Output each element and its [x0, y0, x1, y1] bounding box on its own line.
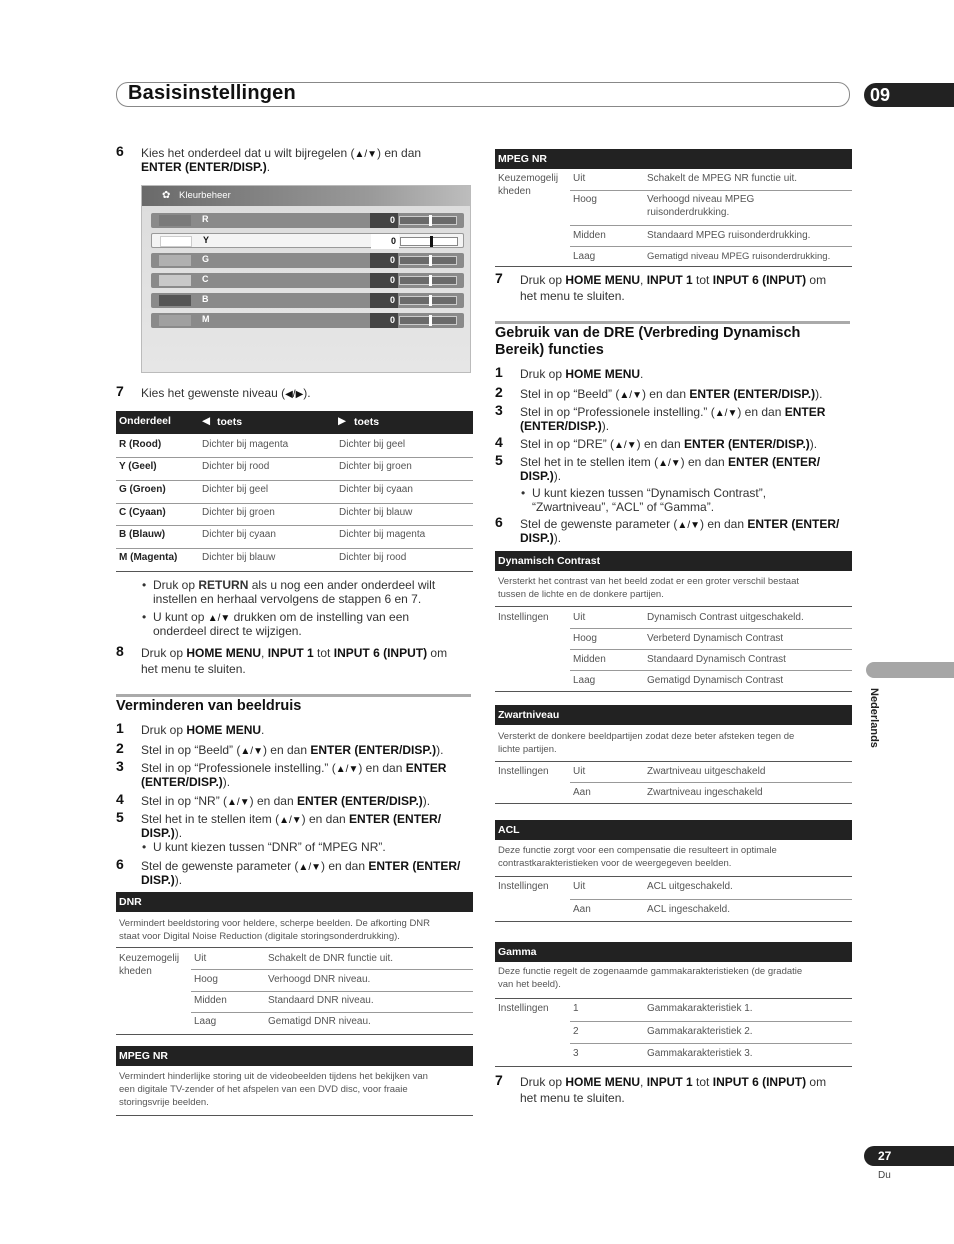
divider	[191, 969, 473, 970]
divider	[570, 246, 852, 247]
up-down-arrow-icon: ▲/▼	[619, 390, 642, 401]
screen-row-g[interactable]: G 0	[151, 253, 464, 268]
divider	[116, 503, 473, 504]
divider	[191, 991, 473, 992]
table-row: Aan	[573, 787, 591, 798]
divider	[570, 782, 852, 783]
divider	[570, 628, 852, 629]
table-row: Midden	[194, 995, 227, 1006]
table-row: Laag	[194, 1016, 217, 1027]
slider-knob[interactable]	[429, 275, 432, 286]
table-row: Uit	[573, 881, 586, 892]
divider	[570, 899, 852, 900]
up-down-arrow-icon: ▲/▼	[714, 408, 738, 419]
slider-knob[interactable]	[430, 236, 433, 247]
gamma-description: Deze functie regelt de zogenaamde gammakarakteristieken (de gradatie van het beeld).	[498, 966, 803, 990]
screen-row-y[interactable]: Y 0	[151, 233, 464, 248]
section-rule	[116, 694, 471, 697]
divider	[495, 266, 852, 267]
kleurbeheer-screen	[141, 185, 471, 373]
page-title: Basisinstellingen	[128, 82, 296, 104]
left-right-arrow-icon: ◀/▶	[285, 389, 304, 400]
language-code: Du	[878, 1170, 891, 1181]
divider	[570, 225, 852, 226]
mpeg-header-right: MPEG NR	[495, 149, 852, 169]
up-down-arrow-icon: ▲/▼	[298, 862, 321, 873]
dnr-header: DNR	[116, 892, 473, 912]
table-row: Hoog	[573, 633, 597, 644]
color-swatch	[159, 215, 191, 226]
table-row: R (Rood)	[119, 439, 162, 450]
up-down-arrow-icon: ▲/▼	[658, 458, 681, 469]
slider-knob[interactable]	[429, 315, 432, 326]
up-down-arrow-icon: ▲/▼	[335, 764, 359, 775]
table-row: Uit	[573, 766, 586, 777]
table-row: G (Groen)	[119, 484, 166, 495]
table-row: B (Blauw)	[119, 529, 166, 540]
table-row: 1	[573, 1003, 579, 1014]
mpeg-header-left: MPEG NR	[116, 1046, 473, 1066]
divider	[495, 1066, 852, 1067]
divider	[570, 1021, 852, 1022]
dnr-description: Vermindert beeldstoring voor heldere, scherpe beelden. De afkorting DNR staat voor Digital Noise Reduction (digitale storingsonderdrukking).	[119, 918, 431, 942]
divider	[570, 1043, 852, 1044]
divider	[116, 525, 473, 526]
screen-row-b[interactable]: B 0	[151, 293, 464, 308]
right-arrow-icon: ▶	[338, 415, 347, 427]
table-row: Uit	[194, 953, 207, 964]
divider	[116, 1034, 473, 1035]
table-row: Midden	[573, 654, 606, 665]
up-down-arrow-icon: ▲/▼	[614, 440, 637, 451]
zw-header: Zwartniveau	[495, 705, 852, 725]
slider-knob[interactable]	[429, 215, 432, 226]
gamma-label: Instellingen	[498, 1003, 549, 1014]
acl-description: Deze functie zorgt voor een compensatie die resulteert in optimale contrastkarakteristieken voor de weergegeven beelden.	[498, 845, 777, 869]
divider	[495, 803, 852, 804]
screen-row-r[interactable]: R 0	[151, 213, 464, 228]
divider	[116, 947, 473, 948]
slider-knob[interactable]	[429, 255, 432, 266]
dnr-label: Keuzemogelij kheden	[119, 953, 180, 977]
dc-label: Instellingen	[498, 612, 549, 623]
table-row: Hoog	[573, 194, 597, 205]
up-down-arrow-icon: ▲/▼	[279, 815, 302, 826]
screen-title: Kleurbeheer	[179, 190, 231, 201]
dc-header: Dynamisch Contrast	[495, 551, 852, 571]
left-arrow-icon: ◀	[202, 415, 211, 427]
slider-knob[interactable]	[429, 295, 432, 306]
divider	[495, 998, 852, 999]
language-tab	[866, 662, 954, 678]
chapter-number: 09	[864, 83, 954, 107]
table-row: Uit	[573, 612, 586, 623]
mpeg-label: Keuzemogelij kheden	[498, 173, 559, 197]
level-slider[interactable]	[399, 216, 457, 225]
up-down-arrow-icon: ▲/▼	[207, 613, 231, 624]
divider	[495, 606, 852, 607]
zw-label: Instellingen	[498, 766, 549, 777]
table-row: 3	[573, 1048, 579, 1059]
mpeg-description: Vermindert hinderlijke storing uit de videobeelden tijdens het bekijken van een digitale TV-zender of het afspelen van een DVD disc, voor fraaie storingsvrije beelden.	[119, 1071, 428, 1108]
up-down-arrow-icon: ▲/▼	[240, 746, 263, 757]
up-down-arrow-icon: ▲/▼	[227, 797, 250, 808]
table-row: Midden	[573, 230, 606, 241]
table-row: Uit	[573, 173, 586, 184]
divider	[570, 649, 852, 650]
divider	[116, 548, 473, 549]
table-row: Hoog	[194, 974, 218, 985]
divider	[191, 1012, 473, 1013]
level-slider[interactable]	[399, 256, 457, 265]
divider	[116, 457, 473, 458]
page-number: 27	[864, 1146, 954, 1166]
language-label: Nederlands	[868, 688, 880, 748]
onderdeel-table-header: Onderdeel ◀ toets ▶ toets	[116, 411, 473, 434]
screen-row-c[interactable]: C 0	[151, 273, 464, 288]
palette-icon: ✿	[162, 190, 171, 201]
gamma-header: Gamma	[495, 942, 852, 962]
table-row: Aan	[573, 904, 591, 915]
dc-description: Versterkt het contrast van het beeld zodat er een groter verschil bestaat tussen de lichte en de donkere partijen.	[498, 576, 800, 600]
acl-header: ACL	[495, 820, 852, 840]
divider	[116, 480, 473, 481]
level-slider[interactable]	[399, 316, 457, 325]
up-down-arrow-icon: ▲/▼	[677, 520, 700, 531]
divider	[495, 691, 852, 692]
table-row: C (Cyaan)	[119, 507, 166, 518]
level-slider[interactable]	[400, 237, 458, 246]
divider	[495, 921, 852, 922]
divider	[570, 190, 852, 191]
header-bar	[116, 82, 850, 107]
divider	[116, 571, 473, 572]
color-swatch	[159, 295, 191, 306]
section-rule	[495, 321, 850, 324]
acl-label: Instellingen	[498, 881, 549, 892]
divider	[116, 1115, 473, 1116]
screen-header	[142, 186, 470, 206]
table-row: M (Magenta)	[119, 552, 178, 563]
level-slider[interactable]	[399, 276, 457, 285]
table-row: 2	[573, 1026, 579, 1037]
screen-row-m[interactable]: M 0	[151, 313, 464, 328]
color-swatch	[159, 255, 191, 266]
divider	[495, 761, 852, 762]
divider	[495, 876, 852, 877]
color-swatch	[160, 236, 192, 247]
divider	[570, 670, 852, 671]
level-slider[interactable]	[399, 296, 457, 305]
color-swatch	[159, 275, 191, 286]
up-down-arrow-icon: ▲/▼	[354, 149, 378, 160]
zw-description: Versterkt de donkere beeldpartijen zodat deze beter afsteken tegen de lichte partijen.	[498, 731, 795, 755]
section-title-dre: Gebruik van de DRE (Verbreding Dynamisch Bereik) functies	[495, 325, 801, 358]
section-title-beeldruis: Verminderen van beeldruis	[116, 698, 302, 714]
table-row: Laag	[573, 251, 596, 262]
color-swatch	[159, 315, 191, 326]
table-row: Laag	[573, 675, 596, 686]
table-row: Y (Geel)	[119, 461, 157, 472]
